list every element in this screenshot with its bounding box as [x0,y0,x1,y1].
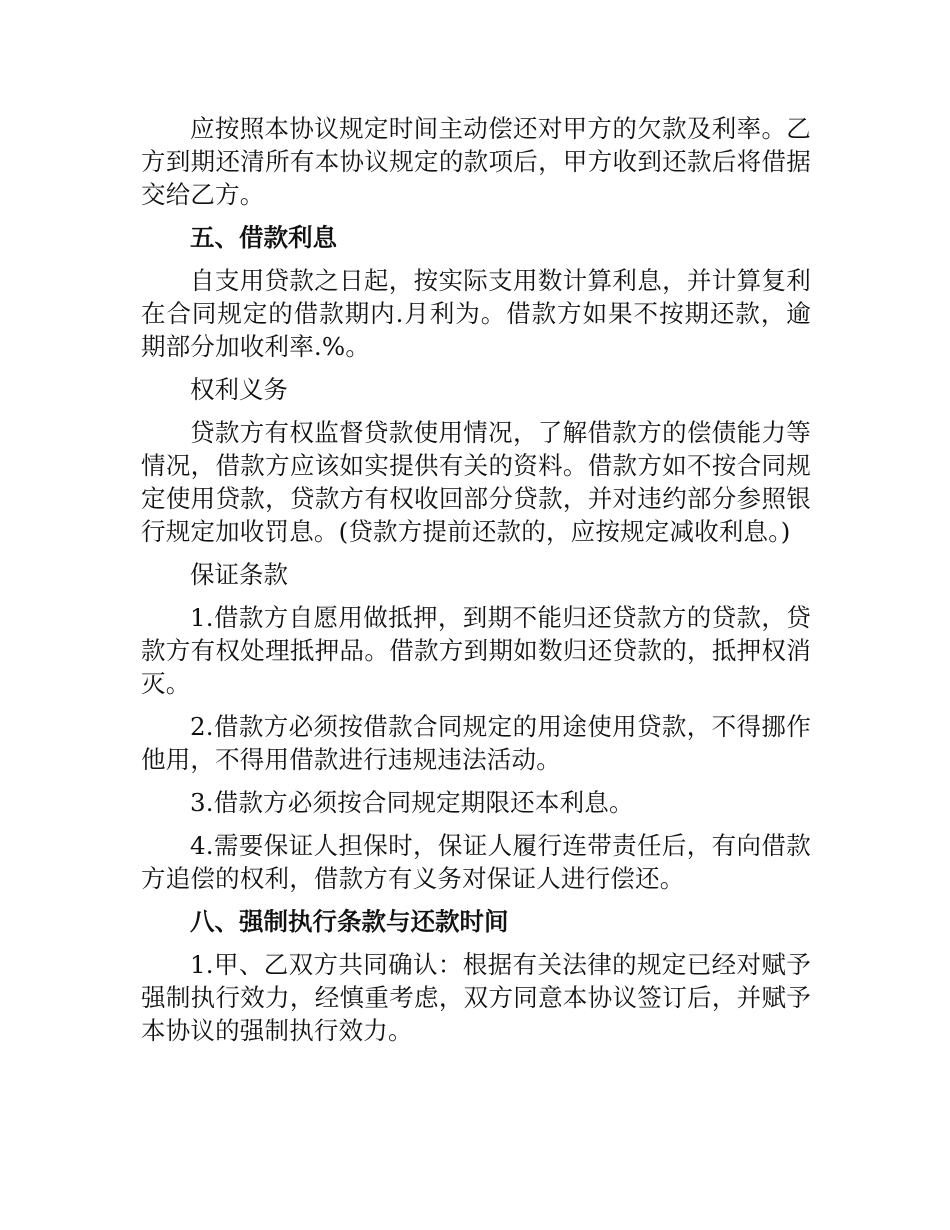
section-heading-guarantee: 保证条款 [190,560,288,589]
section-heading-enforcement: 八、强制执行条款与还款时间 [190,907,509,936]
section-heading-interest: 五、借款利息 [190,223,337,252]
guarantee-clause-4: 4.需要保证人担保时，保证人履行连带责任后，有向借款方追偿的权利，借款方有义务对保证人进行偿还。 [141,831,811,893]
paragraph-interest: 自支用贷款之日起，按实际支用数计算利息，并计算复利在合同规定的借款期内.月利为。借款方如果不按期还款，逾期部分加收利率.%。 [141,266,811,361]
guarantee-clause-3: 3.借款方必须按合同规定期限还本利息。 [190,788,634,817]
section-heading-rights: 权利义务 [190,375,288,404]
guarantee-clause-1: 1.借款方自愿用做抵押，到期不能归还贷款方的贷款，贷款方有权处理抵押品。借款方到期如数归还贷款的，抵押权消灭。 [141,603,811,698]
enforcement-clause-1: 1.甲、乙双方共同确认：根据有关法律的规定已经对赋予强制执行效力，经慎重考虑，双方同意本协议签订后，并赋予本协议的强制执行效力。 [141,950,811,1045]
paragraph-repayment: 应按照本协议规定时间主动偿还对甲方的欠款及利率。乙方到期还清所有本协议规定的款项后，甲方收到还款后将借据交给乙方。 [141,114,811,209]
paragraph-rights: 贷款方有权监督贷款使用情况，了解借款方的偿债能力等情况，借款方应该如实提供有关的资料。借款方如不按合同规定使用贷款，贷款方有权收回部分贷款，并对违约部分参照银行规定加收罚息。(贷款方提前还款的，应按规定减收利息。) [141,418,811,546]
guarantee-clause-2: 2.借款方必须按借款合同规定的用途使用贷款，不得挪作他用，不得用借款进行违规违法活动。 [141,712,811,774]
document-body [141,112,811,1057]
